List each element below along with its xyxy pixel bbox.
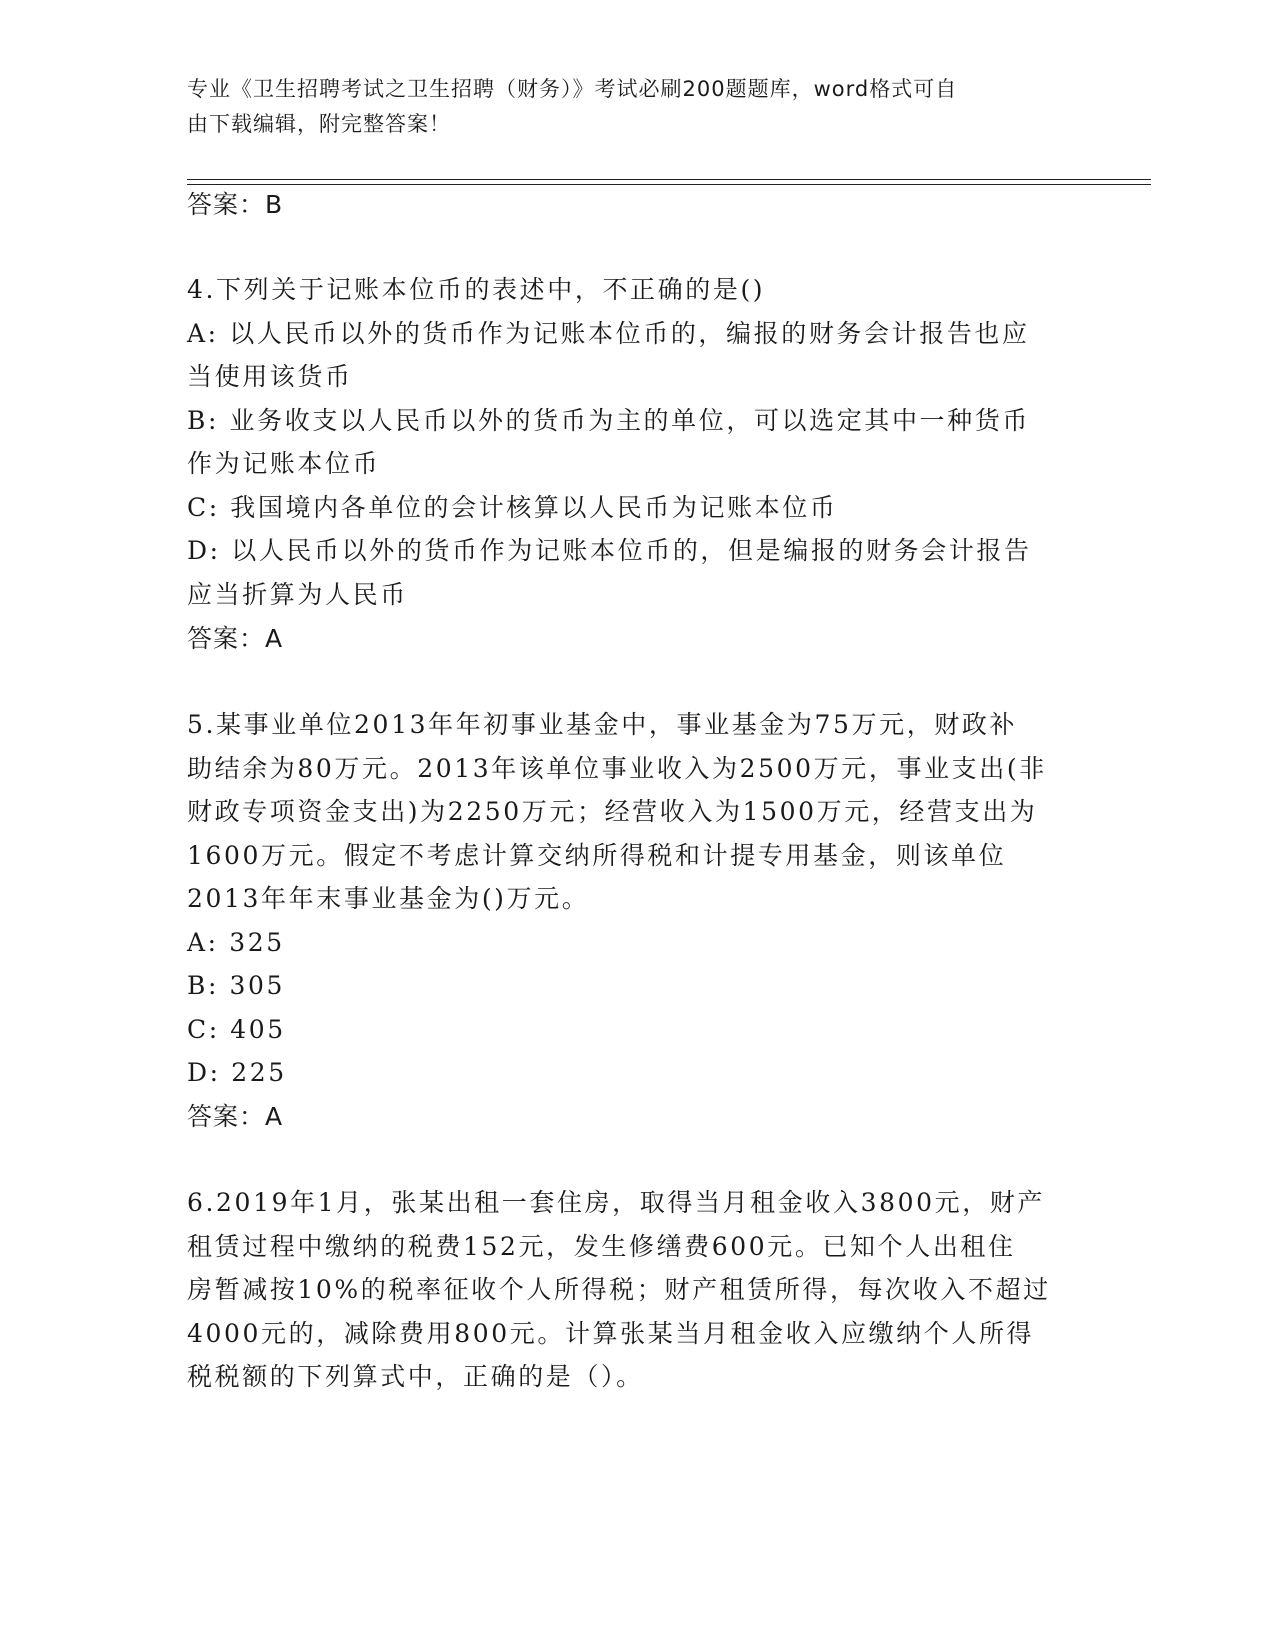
q4-option-d-line1: D: 以人民币以外的货币作为记账本位币的，但是编报的财务会计报告 <box>187 536 1032 565</box>
header-rule-bottom <box>187 184 1151 185</box>
previous-answer: 答案：B <box>187 190 284 219</box>
document-header <box>187 72 1067 142</box>
q6-stem-line4: 4000元的，减除费用800元。计算张某当月租金收入应缴纳个人所得 <box>187 1319 1035 1348</box>
q6-stem-line3: 房暂减按10%的税率征收个人所得税；财产租赁所得，每次收入不超过 <box>187 1275 1051 1304</box>
header-line-2: 由下载编辑，附完整答案！ <box>187 112 451 136</box>
q6-stem-line1: 6.2019年1月，张某出租一套住房，取得当月租金收入3800元，财产 <box>187 1188 1046 1217</box>
q4-answer: 答案：A <box>187 624 284 653</box>
header-rule-top <box>187 179 1151 180</box>
q5-answer: 答案：A <box>187 1102 284 1131</box>
q5-option-c: C: 405 <box>187 1015 286 1044</box>
q4-option-b-line2: 作为记账本位币 <box>187 449 381 478</box>
q5-stem-line1: 5.某事业单位2013年年初事业基金中，事业基金为75万元，财政补 <box>187 710 1018 739</box>
q4-option-b-line1: B: 业务收支以人民币以外的货币为主的单位，可以选定其中一种货币 <box>187 406 1030 435</box>
q6-stem-line5: 税税额的下列算式中，正确的是（）。 <box>187 1362 644 1391</box>
q5-stem-line5: 2013年年末事业基金为()万元。 <box>187 884 590 913</box>
q4-stem: 4.下列关于记账本位币的表述中，不正确的是() <box>187 275 766 304</box>
q4-option-d-line2: 应当折算为人民币 <box>187 580 408 609</box>
q4-option-a-line1: A: 以人民币以外的货币作为记账本位币的，编报的财务会计报告也应 <box>187 319 1030 348</box>
q5-stem-line3: 财政专项资金支出)为2250万元；经营收入为1500万元，经营支出为 <box>187 797 1038 826</box>
q5-option-b: B: 305 <box>187 971 286 1000</box>
header-line-1: 专业《卫生招聘考试之卫生招聘（财务）》考试必刷200题题库，word格式可自 <box>187 77 958 101</box>
q5-option-d: D: 225 <box>187 1058 287 1087</box>
q6-stem-line2: 租赁过程中缴纳的税费152元，发生修缮费600元。已知个人出租住 <box>187 1232 1016 1261</box>
q5-stem-line2: 助结余为80万元。2013年该单位事业收入为2500万元，事业支出(非 <box>187 754 1047 783</box>
q5-option-a: A: 325 <box>187 928 285 957</box>
q4-option-c: C: 我国境内各单位的会计核算以人民币为记账本位币 <box>187 493 838 522</box>
q5-stem-line4: 1600万元。假定不考虑计算交纳所得税和计提专用基金，则该单位 <box>187 841 1007 870</box>
q4-option-a-line2: 当使用该货币 <box>187 362 353 391</box>
